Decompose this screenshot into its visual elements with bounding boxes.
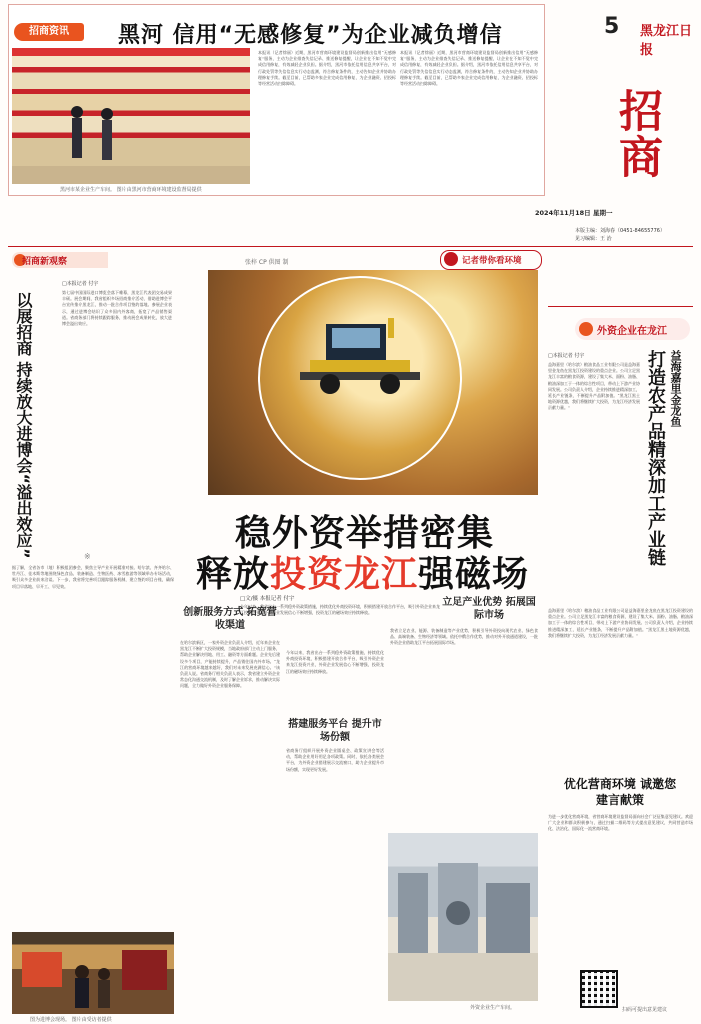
- main-headline-highlight: 投资龙江: [270, 554, 419, 595]
- top-article-body-1: 本报讯（记者徐丽）近期，黑河市营商环境建设监督局创新推出信用“无感修复”服务，主动为企业排查失信记录、推送修复提醒，让企业在不知不觉中完成信用修复，有效减轻企业负担。据介绍，黑河市依托信用信息共享平台，对行政处罚等失信信息实行动态监测，符合修复条件的，主动告知企业并协助办理修复手续。截至目前，已帮助多家企业完成信用修复，为企业融资、招投标等经营活动扫除障碍。: [258, 50, 396, 87]
- qr-code[interactable]: [580, 970, 618, 1008]
- qr-caption: 扫码可提出意见建议: [622, 1007, 668, 1013]
- page-number: 5: [604, 14, 620, 39]
- main-headline-prefix: 释放: [196, 554, 271, 595]
- right-badge-icon: [579, 322, 593, 336]
- left-vertical-title: 以展招商 持续放大进博会“溢出效应”: [14, 292, 33, 559]
- right-byline: □本报记者 付宇: [548, 353, 585, 359]
- section-divider: [8, 246, 693, 247]
- subheading-2: 立足产业优势 拓展国际市场: [442, 597, 536, 621]
- left-article-body-1: 第七届中国国际进口博览会落下帷幕，黑龙江代表团交易成果丰硕。展会期间，我省组织多场招商推介活动，借助进博会平台宣传推介黑龙江，推动一批合作项目签约落地。参展企业表示，通过进博会结识了众多国内外客商，拓宽了产品销售渠道。省商务部门将持续跟踪服务，推动展会成果转化，放大进博会溢出效应。: [62, 290, 172, 327]
- subheading-1: 创新服务方式 拓宽营收渠道: [183, 607, 277, 631]
- warehouse-photo: [12, 48, 250, 184]
- section-title: 招商: [611, 88, 662, 180]
- paper-name: 黑龙江日报: [640, 24, 693, 58]
- left-article-body-2: 据了解，全省各市（地）积极组团参会，聚焦主导产业开展精准对接。哈尔滨、齐齐哈尔、牡丹江、佳木斯等地围绕绿色食品、装备制造、生物医药、冰雪旅游等领域举办专场活动，吸引众多企业前来洽谈。下一步，我省将完善项目跟踪服务机制，建立签约项目台账，确保项目早落地、早开工、早见效。: [12, 565, 174, 589]
- middle-col2-body: 我省立足农业、能源、装备制造等产业优势，积极引导外资投向现代农业、绿色食品、高端装备、生物经济等领域。依托中俄合作优势，推动对外开放通道建设，一批外资企业借助龙江平台拓展国际市场。: [390, 628, 538, 646]
- right-divider: [548, 306, 693, 307]
- right-sub-body: 为进一步优化营商环境，省营商环境建设监督局面向社会广泛征集意见建议。欢迎广大企业和群众积极参与，通过扫描二维码等方式提出意见建议，共同营造市场化、法治化、国际化一流营商环境。: [548, 814, 693, 832]
- proof-editor: 见习编辑：王 治: [575, 236, 612, 242]
- middle-byline: □文/摄 本报记者 付宇: [240, 596, 295, 602]
- right-article-body: 益海嘉里（哈尔滨）粮油食品工业有限公司是益海嘉里金龙鱼在黑龙江投资建设的重点企业。公司立足黑龙江丰富的粮食资源，建设了集大米、面粉、油脂、粮油深加工于一体的综合性项目，带动上下游产业协同发展。公司负责人介绍，企业持续推进精深加工，延长产业链条，不断提升产品附加值。“黑龙江黑土地资源优越，我们将继续扩大投资，为龙江经济发展贡献力量。”: [548, 362, 640, 411]
- left-photo-caption: 图为进博会现场。 图片由受访者提供: [30, 1017, 112, 1023]
- combine-harvester-illustration: [300, 316, 420, 396]
- expo-photo: [12, 932, 174, 1014]
- reporter-icon: [444, 252, 458, 266]
- right-badge: 外资企业在龙江: [597, 326, 667, 337]
- top-headline: 黑河 信用“无感修复”为企业减负增信: [118, 23, 503, 48]
- photo-credit: 张梓 CP 供图 制: [245, 259, 289, 266]
- main-headline-line2: [196, 546, 529, 597]
- right-vertical-title-2: 打造农产品精深加工产业链: [645, 350, 666, 566]
- top-article-body-2: 本报讯（记者徐丽）近期，黑河市营商环境建设监督局创新推出信用“无感修复”服务，主动为企业排查失信记录、推送修复提醒，让企业在不知不觉中完成信用修复，有效减轻企业负担。据介绍，黑河市依托信用信息共享平台，对行政处罚等失信信息实行动态监测，符合修复条件的，主动告知企业并协助办理修复手续。截至目前，已帮助多家企业完成信用修复，为企业融资、招投标等经营活动扫除障碍。: [400, 50, 538, 87]
- left-byline: □本报记者 付宇: [62, 281, 99, 287]
- right-subheading: 优化营商环境 诚邀您建言献策: [563, 777, 677, 807]
- right-vertical-title-1: 益海嘉里金龙鱼: [669, 350, 682, 427]
- subheading-3: 搭建服务平台 提升市场份额: [288, 719, 382, 743]
- section-label: 招商新观察: [22, 257, 68, 267]
- middle-col3-body: 省商务厅组织开展外资企业圆桌会、政策宣讲会等活动，帮助企业用好用足各项政策。同时，依托各类展会平台，为外资企业搭建展示交流窗口，助力企业提升市场份额，实现更好发展。: [286, 748, 384, 772]
- warehouse-figures: [12, 48, 250, 184]
- middle-lead: 今年以来，我省出台一系列稳外资政策措施，持续优化外商投资环境，积极搭建开放合作平台，吸引外资企业来龙江投资兴业，外资企业发展信心不断增强，投资龙江的磁场效应持续释放。: [240, 604, 440, 616]
- left-ornament: ※: [84, 552, 91, 561]
- issue-date: 2024年11月18日 星期一: [535, 209, 613, 217]
- right-article-body-cont: 益海嘉里（哈尔滨）粮油食品工业有限公司是益海嘉里金龙鱼在黑龙江投资建设的重点企业。公司立足黑龙江丰富的粮食资源，建设了集大米、面粉、油脂、粮油深加工于一体的综合性项目，带动上下游产业协同发展。公司负责人介绍，企业持续推进精深加工，延长产业链条，不断提升产品附加值。“黑龙江黑土地资源优越，我们将继续扩大投资，为龙江经济发展贡献力量。”: [548, 608, 693, 638]
- chief-editor: 本版主编：刘海春（0451-84655776）: [575, 228, 665, 234]
- middle-col1-body: 在哈尔滨新区，一家外资企业负责人介绍，近年来企业在黑龙江不断扩大投资规模，当地政府部门主动上门服务，帮助企业解决用地、用工、融资等方面难题。企业先后建设多个项目，产能持续提升，产品销往国内外市场。“龙江的营商环境越来越好，我们对未来发展充满信心。”该负责人说。省商务厅相关负责人表示，我省建立外资企业常态化沟通交流机制，及时了解企业诉求，推动解决实际问题，全力做好外资企业服务保障。: [180, 640, 280, 689]
- middle-col2-lead: 今年以来，我省出台一系列稳外资政策措施，持续优化外商投资环境，积极搭建开放合作平台，吸引外资企业来龙江投资兴业，外资企业发展信心不断增强，投资龙江的磁场效应持续释放。: [286, 650, 384, 674]
- factory-photo-caption: 外资企业生产车间。: [470, 1005, 516, 1011]
- editor-line: [575, 227, 665, 243]
- factory-machinery: [388, 833, 538, 1001]
- main-headline-suffix: 强磁场: [418, 554, 530, 595]
- reporter-badge: 记者带你看环境: [462, 256, 522, 266]
- factory-photo: [388, 833, 538, 1001]
- investment-news-tag: 招商资讯: [14, 23, 84, 41]
- top-photo-caption: 黑河市某企业生产车间。 图片由黑河市营商环境建设监督局提供: [60, 187, 202, 193]
- main-headline-line1: 稳外资举措密集: [235, 513, 495, 554]
- expo-scene: [12, 932, 174, 1014]
